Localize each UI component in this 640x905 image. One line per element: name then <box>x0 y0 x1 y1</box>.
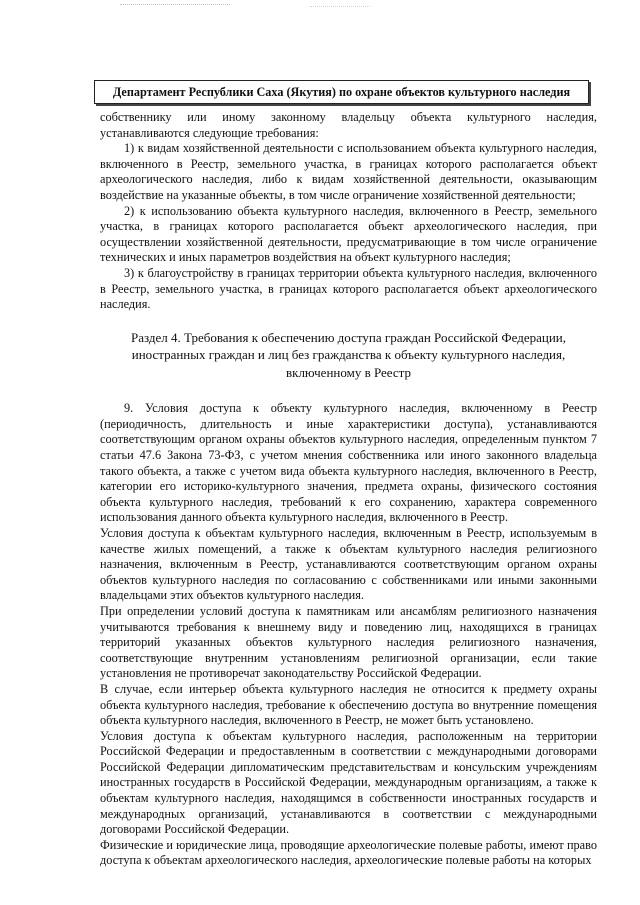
document-header <box>94 80 589 104</box>
paragraph: 1) к видам хозяйственной деятельности с использованием объекта культурного наследия, включенного в Реестр, земельного участка, в границах которого располагается объект археологического наследия, либо к видам хозяйственной деятельности, оказывающим воздействие на указанные объекты, в том числе ограничение хозяйственной деятельности; <box>100 141 597 202</box>
paragraph: 9. Условия доступа к объекту культурного наследия, включенному в Реестр (периодичность, длительность и иные характеристики доступа), устанавливаются соответствующим органом охраны объектов культурного наследия, определенным пунктом 7 статьи 47.6 Закона 73-ФЗ, с учетом мнения собственника или иного законного владельца такого объекта, а также с учетом вида объекта культурного наследия, включенного в Реестр, категории его историко-культурного значения, предмета охраны, физического состояния объекта культурного наследия, требований к его сохранению, характера современного использования данного объекта культурного наследия, включенного в Реестр. <box>100 401 597 525</box>
paragraph: 3) к благоустройству в границах территории объекта культурного наследия, включенного в Реестр, земельного участка, в границах которого располагается объект археологического наследия. <box>100 265 597 312</box>
paragraph: Физические и юридические лица, проводящие археологические полевые работы, имеют право доступа к объектам археологического наследия, археологические полевые работы на которых <box>100 837 597 868</box>
header-title: Департамент Республики Саха (Якутия) по охране объектов культурного наследия <box>112 84 571 99</box>
paragraph: При определении условий доступа к памятникам или ансамблям религиозного назначения учитываются требования к внешнему виду и поведению лиц, находящихся в границах территорий указанных объектов культурного наследия религиозного назначения, соответствующие внутренним установлениям религиозной организации, если такие установления не противоречат законодательству Российской Федерации. <box>100 603 597 681</box>
scan-artifact-top <box>120 4 230 13</box>
paragraph: Условия доступа к объектам культурного наследия, расположенным на территории Российской Федерации и предоставленным в соответствии с международными договорами Российской Федерации дипломатическим представительствам и консульским учреждениям иностранных государств в Российской Федерации, международным организациям, а также к объектам культурного наследия, находящимся в собственности иностранных государств и международных организаций, устанавливаются в соответствии с международными договорами Российской Федерации. <box>100 728 597 837</box>
paragraph: Условия доступа к объектам культурного наследия, включенным в Реестр, используемым в качестве жилых помещений, а также к объектам культурного наследия религиозного назначения, включенным в Реестр, устанавливаются соответствующим органом охраны объектов культурного наследия по согласованию с собственниками или иными законными владельцами этих объектов культурного наследия. <box>100 525 597 603</box>
paragraph: 2) к использованию объекта культурного наследия, включенного в Реестр, земельного участка, в границах которого располагается объект археологического наследия, при осуществлении хозяйственной деятельности, предусматривающие в том числе ограничение технических и иных параметров воздействия на объект культурного наследия; <box>100 203 597 265</box>
section-title: Раздел 4. Требования к обеспечению доступа граждан Российской Федерации, иностранных граждан и лиц без гражданства к объекту культурного наследия, включенному в Реестр <box>130 329 567 380</box>
scan-artifact-top-right <box>310 6 370 13</box>
paragraph: В случае, если интерьер объекта культурного наследия не относится к предмету охраны объекта культурного наследия, требование к обеспечению доступа во внутренние помещения объекта культурного наследия, включенного в Реестр, не может быть установлено. <box>100 681 597 728</box>
document-body <box>100 110 597 869</box>
paragraph: собственнику или иному законному владельцу объекта культурного наследия, устанавливаются следующие требования: <box>100 110 597 140</box>
